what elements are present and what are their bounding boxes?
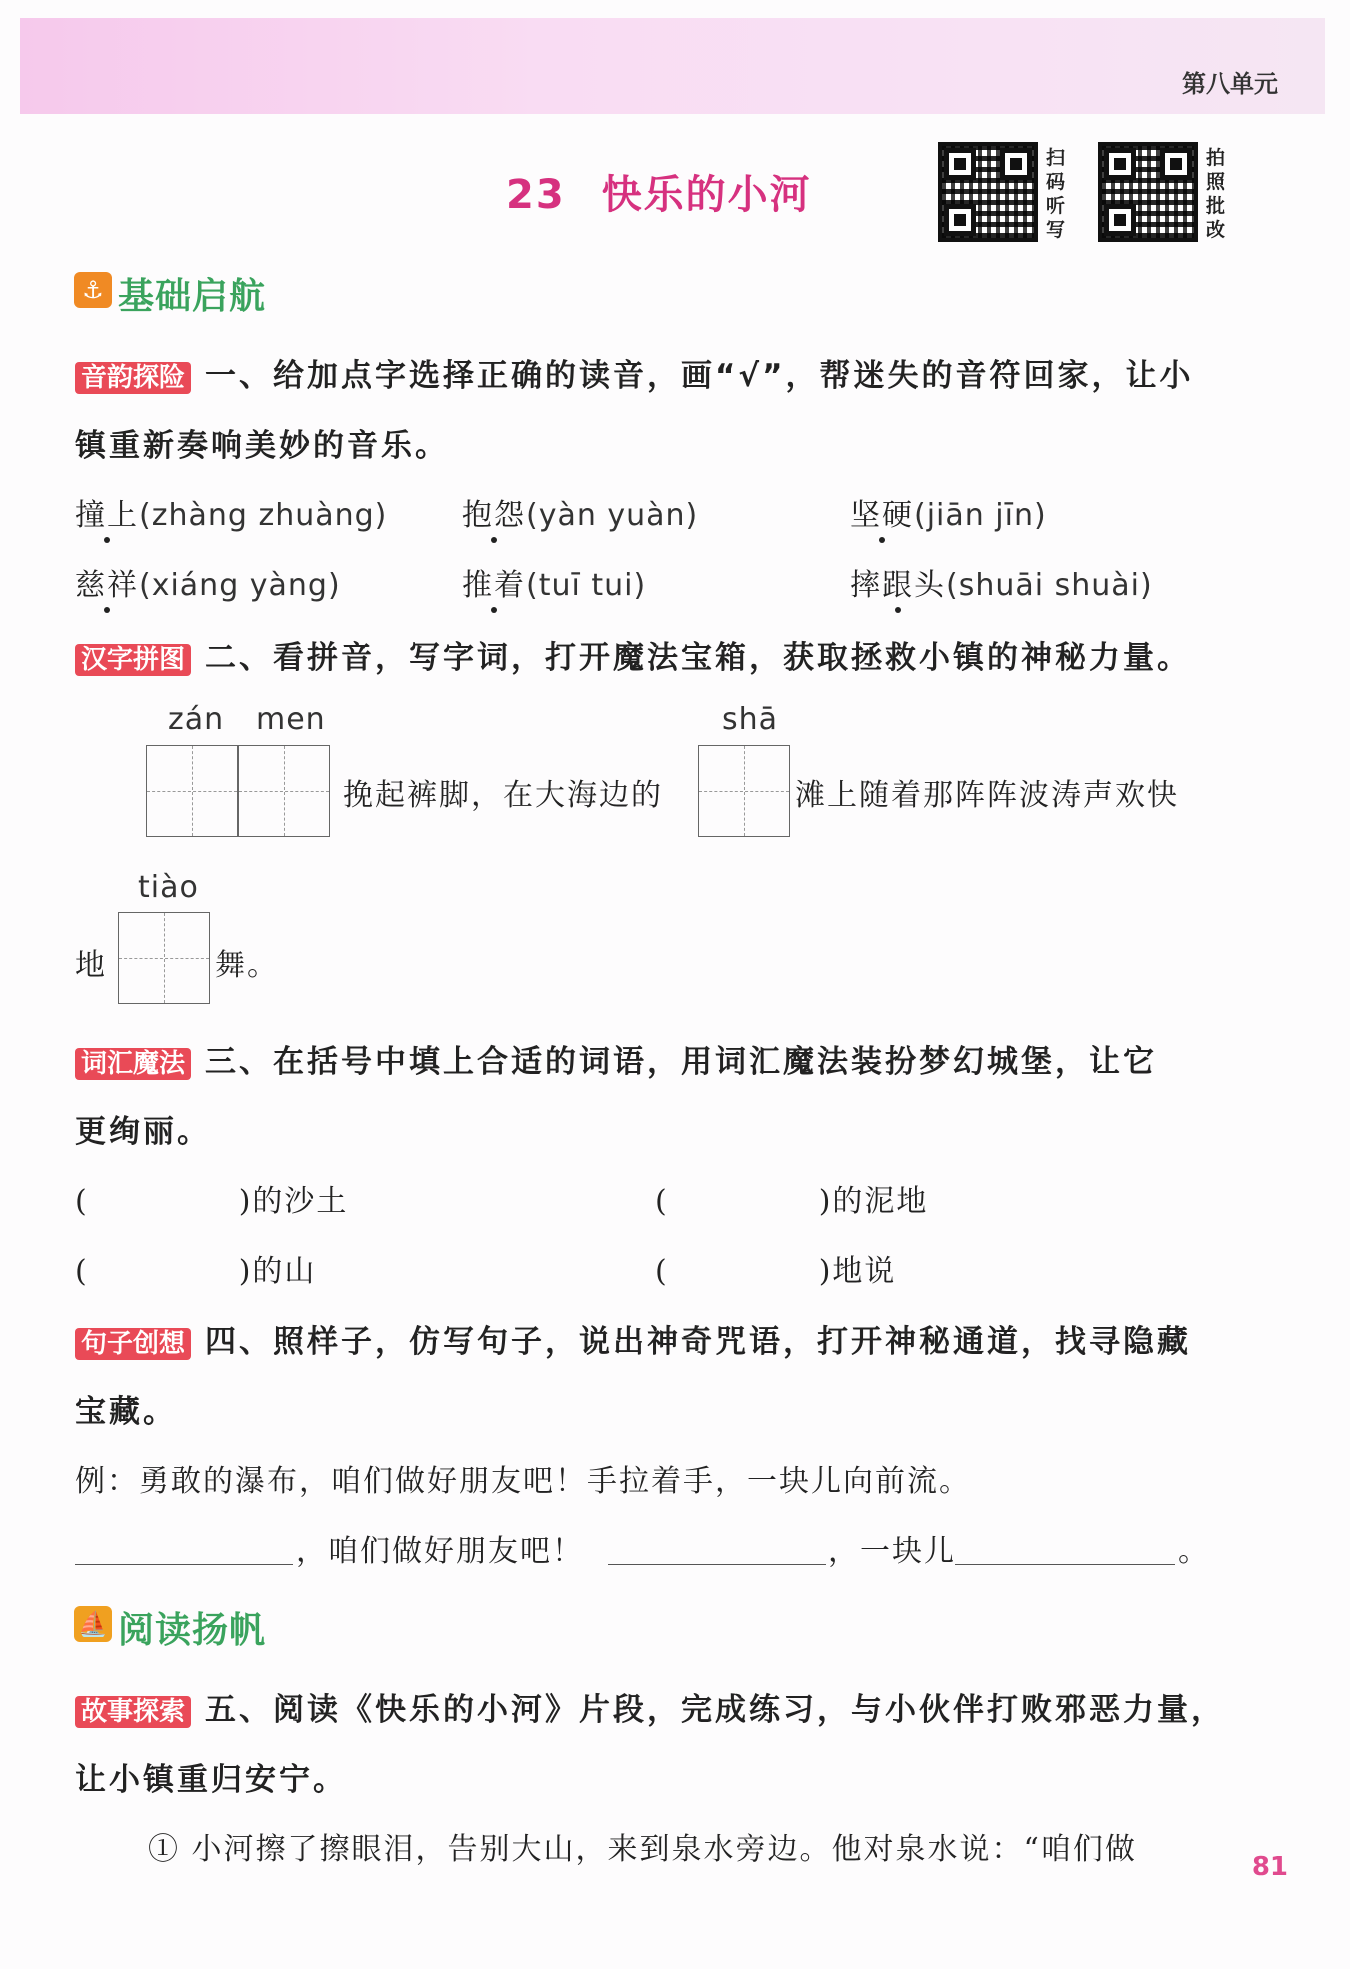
q4-fill-text-1: ，咱们做好朋友吧！: [296, 1534, 584, 1569]
q3-prompt: 词汇魔法 三、在括号中填上合适的词语，用词汇魔法装扮梦幻城堡，让它: [75, 1036, 1157, 1081]
q5-prompt: 故事探索 五、阅读《快乐的小河》片段，完成练习，与小伙伴打败邪恶力量，: [75, 1684, 1225, 1729]
q1-prompt: 音韵探险 一、给加点字选择正确的读音，画“√”，帮迷失的音符回家，让小: [75, 350, 1193, 395]
q2-pinyin-men: men: [256, 702, 326, 737]
q1-item-4: 慈祥(xiáng yàng): [75, 568, 341, 603]
q4-fill-line-1[interactable]: [75, 1564, 293, 1565]
q2-pinyin-sha: shā: [722, 702, 779, 737]
lesson-name: 快乐的小河: [601, 172, 812, 218]
q1-tag: 音韵探险: [75, 362, 191, 394]
lesson-title: [506, 163, 812, 220]
q4-fill-text-2: ，一块儿: [828, 1534, 956, 1569]
q1-item-1: 撞上(zhàng zhuàng): [75, 498, 388, 533]
q4-example: 例：勇敢的瀑布，咱们做好朋友吧！手拉着手，一块儿向前流。: [75, 1464, 971, 1499]
q1-item-6: 摔跟头(shuāi shuài): [850, 568, 1153, 603]
q3-prompt-cont: 更绚丽。: [75, 1114, 211, 1150]
q2-tag: 汉字拼图: [75, 644, 191, 676]
q2-text-3: 地: [75, 948, 107, 983]
q5-tag: 故事探索: [75, 1696, 191, 1728]
q5-paragraph: ① 小河擦了擦眼泪，告别大山，来到泉水旁边。他对泉水说：“咱们做: [148, 1832, 1137, 1867]
q1-item-5: 推着(tuī tui): [462, 568, 647, 603]
q4-fill-line-3[interactable]: [955, 1564, 1175, 1565]
section-reading-title: 阅读扬帆: [118, 1610, 267, 1651]
q4-prompt: 句子创想 四、照样子，仿写句子，说出神奇咒语，打开神秘通道，找寻隐藏: [75, 1316, 1191, 1361]
q1-item-3: 坚硬(jiān jīn): [850, 498, 1047, 533]
qr-code-grade[interactable]: [1098, 142, 1198, 242]
page-number: 81: [1251, 1852, 1288, 1882]
q2-write-box-4[interactable]: [118, 912, 210, 1004]
section-basics-title: 基础启航: [118, 276, 267, 317]
q4-fill-text-3: 。: [1178, 1534, 1210, 1569]
q3-blank-2[interactable]: ( )的泥地: [655, 1184, 929, 1219]
header-band: [20, 18, 1325, 114]
q3-blank-1[interactable]: ( )的沙土: [75, 1184, 349, 1219]
q2-pinyin-zan: zán: [168, 702, 225, 737]
q4-tag: 句子创想: [75, 1328, 191, 1360]
q2-text-1: 挽起裤脚，在大海边的: [343, 778, 663, 813]
q4-prompt-cont: 宝藏。: [75, 1394, 177, 1430]
q2-text-2: 滩上随着那阵阵波涛声欢快: [795, 778, 1179, 813]
q3-blank-4[interactable]: ( )地说: [655, 1254, 897, 1289]
q1-item-2: 抱怨(yàn yuàn): [462, 498, 699, 533]
sail-icon: ⛵: [74, 1606, 112, 1642]
qr-label-grade: 拍 照 批 改: [1206, 147, 1226, 241]
q2-text-4: 舞。: [215, 948, 279, 983]
q3-tag: 词汇魔法: [75, 1048, 191, 1080]
qr-code-listen[interactable]: [938, 142, 1038, 242]
q5-prompt-cont: 让小镇重归安宁。: [75, 1762, 347, 1798]
unit-label: 第八单元: [1182, 70, 1278, 98]
q2-prompt: 汉字拼图 二、看拼音，写字词，打开魔法宝箱，获取拯救小镇的神秘力量。: [75, 632, 1191, 677]
q3-blank-3[interactable]: ( )的山: [75, 1254, 317, 1289]
qr-label-listen: 扫 码 听 写: [1046, 147, 1066, 241]
lesson-number: 23: [506, 172, 566, 218]
q2-write-box-3[interactable]: [698, 745, 790, 837]
q1-prompt-cont: 镇重新奏响美妙的音乐。: [75, 428, 449, 464]
q4-fill-line-2[interactable]: [608, 1564, 826, 1565]
q2-write-box-2[interactable]: [238, 745, 330, 837]
q2-pinyin-tiao: tiào: [138, 870, 199, 905]
anchor-icon: ⚓: [74, 272, 112, 308]
q2-write-box-1[interactable]: [146, 745, 238, 837]
